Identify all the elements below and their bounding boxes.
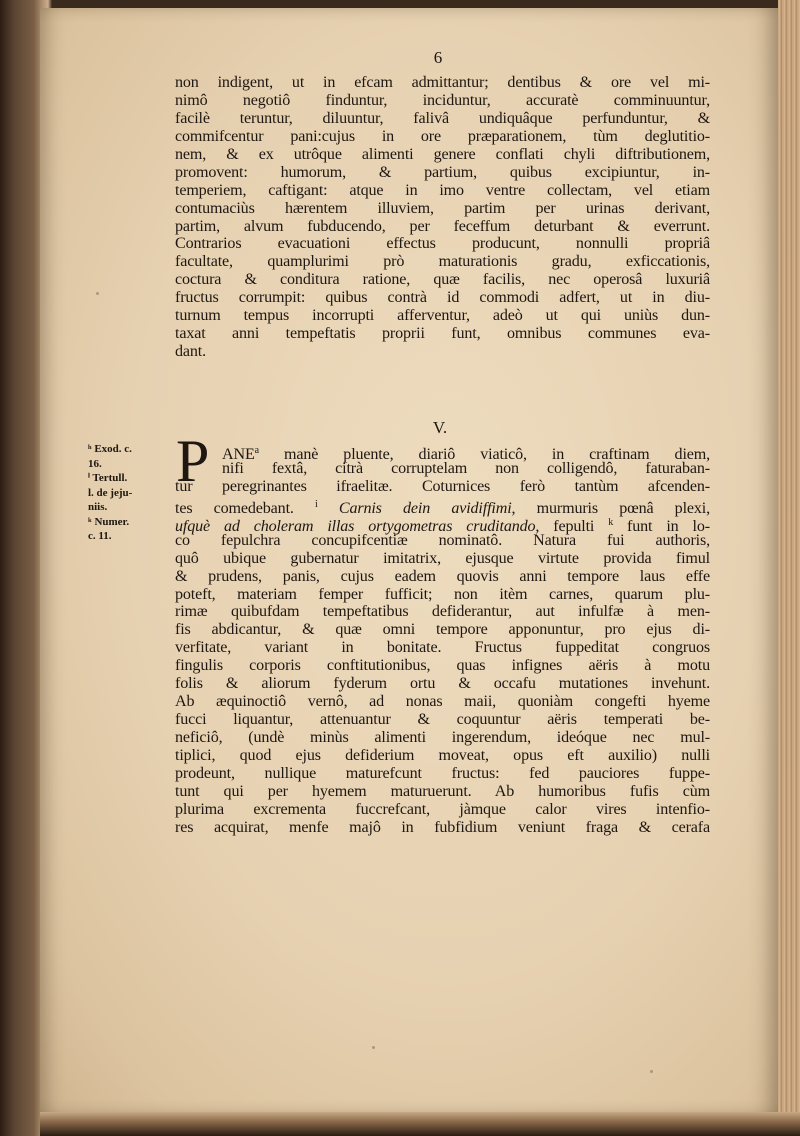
text-line: fis abdicantur, & quæ omni tempore apponuntur, pro ejus di-: [175, 621, 710, 639]
margin-note-line: l. de jeju-: [88, 486, 133, 499]
page-bottom-edge: [40, 1112, 800, 1136]
page-number: 6: [433, 48, 443, 67]
text-line: temperiem, caftigant: atque in imo ventre collectam, vel etiam: [175, 181, 710, 199]
text-line: fucci liquantur, attenuantur & coquuntur aëris temperati be-: [175, 711, 710, 729]
text-line: ufquè ad choleram illas ortygometras cruditando, fepulti $^k$ funt in lo-: [175, 516, 710, 535]
text-line: co fepulchra concupifcentiæ nominatô. Natura fui authoris,: [175, 531, 710, 549]
text-line: tes comedebant. $^i$ Carnis dein avidiffimi, murmuris pœnâ plexi,: [175, 498, 710, 517]
margin-note-line: ᵏ Numer.: [88, 515, 130, 528]
text-line: contumaciùs hærentem illuviem, partim per urinas derivant,: [175, 199, 710, 217]
text-line: verfitate, variant in bonitate. Fructus fuppeditat congruos: [175, 639, 710, 657]
text-line: dant.: [175, 343, 206, 361]
text-line: facilè teruntur, diluuntur, falivâ undiquâque perfunduntur, &: [175, 109, 710, 127]
text-line: folis & aliorum fyderum ortu & occafu mutationes invehunt.: [175, 675, 710, 693]
text-line: quô ubique gubernatur imitatrix, ejusque virtute provida fimul: [175, 549, 710, 567]
text-line: tiplici, quod ejus defiderium moveat, opus eft auxilio) nulli: [175, 746, 710, 764]
text-line: commifcentur pani:cujus in ore præparationem, tùm deglutitio-: [175, 127, 710, 145]
paper-speck: [96, 292, 99, 295]
text-line: Contrarios evacuationi effectus producunt, nonnulli propriâ: [175, 235, 710, 253]
text-line: fingulis corporis conftitutionibus, quas infignes aëris à motu: [175, 657, 710, 675]
margin-note-line: 16.: [88, 457, 102, 470]
paper-speck: [372, 1046, 375, 1049]
text-line: ANE$^a$ manè pluente, diariô viaticô, in craftinam diem,: [222, 445, 710, 463]
text-line: plurima excrementa fuccrefcant, jàmque calor vires intenfio-: [175, 800, 710, 818]
margin-note-line: ʰ Exod. c.: [88, 443, 132, 455]
text-line: rimæ quibufdam tempeftatibus defiderantur, aut infulfæ à men-: [175, 603, 710, 621]
section-rest: [175, 532, 710, 837]
paper-speck: [650, 1070, 653, 1073]
text-line: neficiô, (undè minùs alimenti ingerendum, ideóque nec mul-: [175, 729, 710, 747]
text-line: Ab æquinoctiô vernô, ad nonas maii, quoniàm congefti hyeme: [175, 693, 710, 711]
text-line: tunt qui per hyemem maturuerunt. Ab humoribus fufis cùm: [175, 782, 710, 800]
section-heading: V.: [432, 418, 448, 437]
text-line: non indigent, ut in efcam admittantur; dentibus & ore vel mi-: [175, 74, 710, 91]
section-first-lines: [222, 442, 710, 478]
drop-cap: P: [176, 428, 210, 494]
text-line: coctura & conditura ratione, quæ facilis, nec operosâ luxuriâ: [175, 271, 710, 289]
text-line: facultate, quamplurimi prò maturationis gradu, exficcationis,: [175, 253, 710, 271]
margin-note-line: ⁱ Tertull.: [88, 472, 128, 484]
margin-note-line: c. 11.: [88, 530, 112, 542]
text-line: prodeunt, nullique maturefcunt fructus: fed pauciores fuppe-: [175, 764, 710, 782]
text-line: nifi fextâ, citrà corruptelam non colligendô, faturaban-: [222, 459, 710, 477]
text-line: turnum tempus incorrupti afferventur, adeò ut qui uniùs dun-: [175, 307, 710, 325]
text-line: promovent: humorum, & partium, quibus excipiuntur, in-: [175, 163, 710, 181]
text-line: tur peregrinantes ifraelitæ. Coturnices ferò tantùm afcenden-: [175, 477, 710, 495]
text-line: fructus corrumpit: quibus contrà id commodi adfert, ut in diu-: [175, 289, 710, 307]
text-line: poteft, materiam femper fufficit; non itèm carnes, quarum plu-: [175, 585, 710, 603]
text-line: nem, & ex utrôque alimenti genere conflati chyli diftributionem,: [175, 145, 710, 163]
text-line: res acquirat, menfe majô in fubfidium veniunt fraga & cerafa: [175, 818, 710, 836]
margin-note-line: niis.: [88, 501, 108, 513]
text-line: partim, alvum fubducendo, per feceffum deturbant & everrunt.: [175, 217, 710, 235]
text-line: & prudens, panis, cujus eadem quovis anni tempore laus effe: [175, 567, 710, 585]
section-paragraph: [175, 478, 710, 837]
text-line: taxat anni tempeftatis proprii funt, omnibus communes eva-: [175, 325, 710, 343]
text-line: nimô negotiô finduntur, inciduntur, accuratè comminuuntur,: [175, 91, 710, 109]
margin-notes: [88, 442, 168, 544]
page-fore-edge: [778, 0, 800, 1136]
top-paragraph: [175, 74, 710, 361]
